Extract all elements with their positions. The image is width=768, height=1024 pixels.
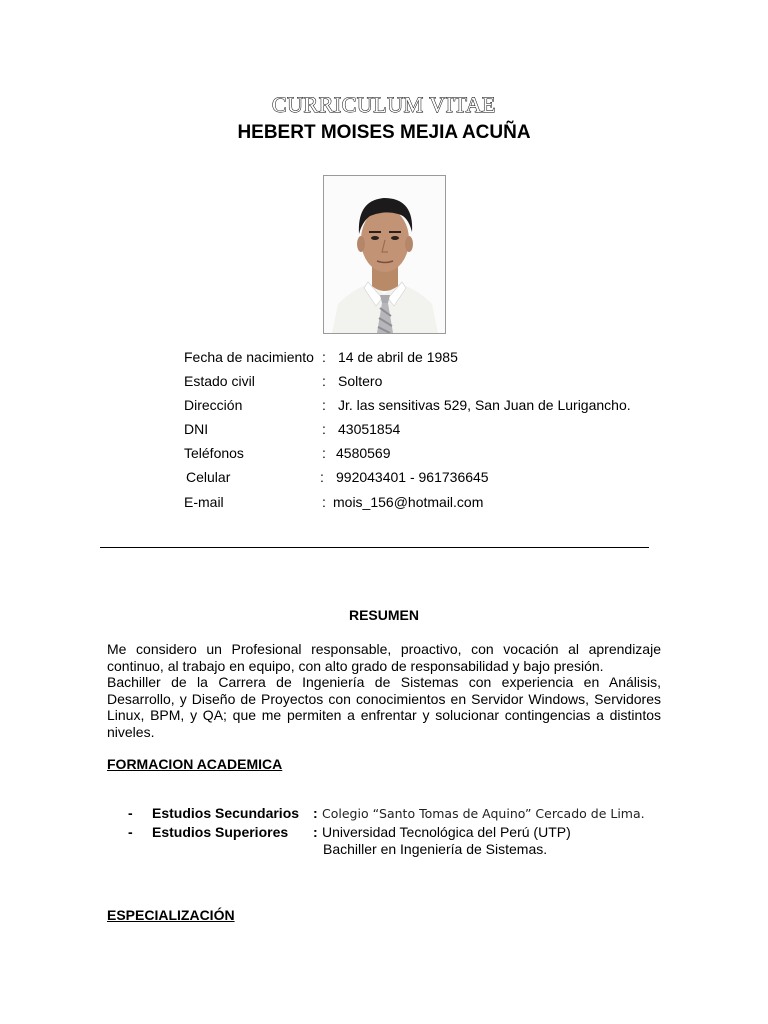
horizontal-divider: [100, 547, 649, 548]
education-separator: :: [313, 805, 318, 821]
info-value: 14 de abril de 1985: [338, 349, 458, 365]
info-separator: :: [322, 445, 326, 461]
education-item-superior-degree: [0, 841, 768, 858]
info-value: Jr. las sensitivas 529, San Juan de Lurigancho.: [338, 397, 631, 413]
info-separator: :: [322, 397, 326, 413]
bullet-dash: -: [128, 805, 133, 821]
profile-photo: [323, 175, 446, 334]
education-label: Estudios Secundarios: [152, 805, 300, 821]
education-label: Estudios Superiores: [152, 824, 289, 840]
education-item-superior: [0, 824, 768, 841]
cv-title: CURRICULUM VITAE: [271, 92, 496, 117]
education-value: Universidad Tecnológica del Perú (UTP): [322, 824, 571, 840]
info-separator: :: [322, 494, 326, 510]
info-label: Teléfonos: [184, 445, 244, 461]
info-label: Celular: [186, 469, 231, 485]
portrait-image: [324, 176, 445, 333]
info-label: Estado civil: [184, 373, 255, 389]
education-separator: :: [313, 824, 318, 840]
info-label: E-mail: [184, 494, 224, 510]
info-value: mois_156@hotmail.com: [333, 494, 484, 510]
resumen-paragraph-2: Bachiller de la Carrera de Ingeniería de Sistemas con experiencia en Análisis, Desarrollo, y Diseño de Proyectos con conocimientos en Servidor Windows, Servidores Linux, BPM, y QA; que me permiten a enfrentar y solucionar contingencias a distintos niveles.: [107, 674, 661, 740]
info-label: DNI: [184, 421, 209, 437]
info-separator: :: [320, 469, 324, 485]
education-item-secundaria: [0, 805, 768, 822]
info-label: Fecha de nacimiento: [184, 349, 314, 365]
info-value: 4580569: [336, 445, 391, 461]
info-separator: :: [322, 349, 326, 365]
resumen-heading: RESUMEN: [348, 607, 419, 623]
info-separator: :: [322, 373, 326, 389]
especializacion-heading: ESPECIALIZACIÓN: [107, 907, 235, 923]
info-label: Dirección: [184, 397, 243, 413]
info-value: 992043401 - 961736645: [336, 469, 489, 485]
education-degree: Bachiller en Ingeniería de Sistemas.: [323, 841, 548, 857]
bullet-dash: -: [128, 824, 133, 840]
resumen-paragraph-1: Me considero un Profesional responsable, proactivo, con vocación al aprendizaje continuo, al trabajo en equipo, con alto grado de responsabilidad y bajo presión.: [107, 641, 661, 674]
formacion-heading: FORMACION ACADEMICA: [107, 756, 283, 772]
person-name: HEBERT MOISES MEJIA ACUÑA: [237, 122, 531, 143]
education-value: Colegio “Santo Tomas de Aquino” Cercado de Lima.: [322, 806, 645, 821]
info-separator: :: [322, 421, 326, 437]
info-value: 43051854: [338, 421, 401, 437]
info-value: Soltero: [338, 373, 383, 389]
